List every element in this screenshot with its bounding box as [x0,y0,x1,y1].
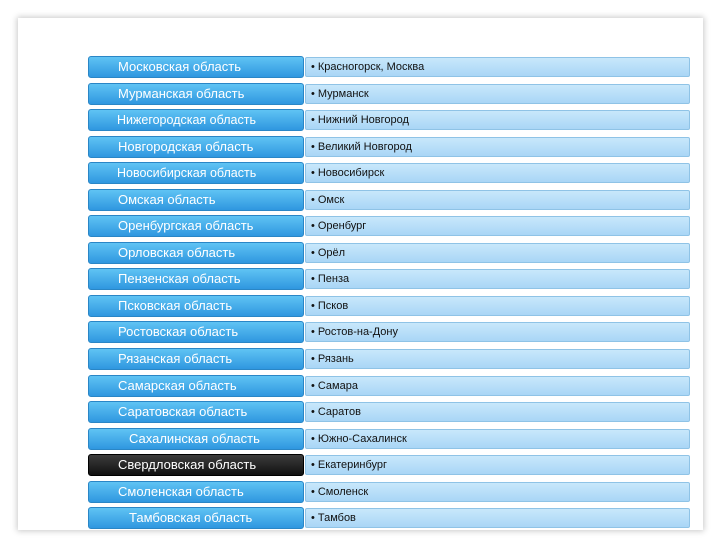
region-label: Новосибирская область [88,162,304,184]
region-label: Московская область [88,56,304,78]
city-cell [305,376,690,396]
bullet-icon: • [311,326,315,339]
bullet-icon: • [311,61,315,73]
bullet-icon: • [311,114,315,127]
city-cell [305,190,690,210]
city-cell [305,216,690,236]
city-cell [305,429,690,449]
table-row [88,348,690,370]
bullet-icon: • [311,140,315,153]
city-label: Южно-Сахалинск [317,432,407,445]
city-cell [305,243,690,263]
bullet-icon: • [311,379,315,392]
table-row [88,189,690,211]
city-cell [305,110,690,130]
city-label: Мурманск [317,87,369,100]
region-label: Оренбургская область [88,215,304,237]
city-cell [305,296,690,316]
table-row [88,109,690,131]
region-label-highlighted: Свердловская область [88,454,304,476]
region-label: Смоленская область [88,481,304,503]
city-label: Красногорск, Москва [317,61,425,73]
region-label: Псковская область [88,295,304,317]
table-row [88,56,690,78]
table-row [88,268,690,290]
region-label: Новгородская область [88,136,304,158]
bullet-icon: • [311,246,315,259]
region-label: Сахалинская область [88,428,304,450]
bullet-icon: • [311,193,315,206]
bullet-icon: • [311,273,315,286]
region-label: Нижегородская область [88,109,304,131]
table-row [88,481,690,503]
city-label: Орёл [317,246,346,259]
region-label: Мурманская область [88,83,304,105]
table-row [88,83,690,105]
region-label: Саратовская область [88,401,304,423]
city-label: Новосибирск [317,167,385,180]
city-label: Тамбов [317,512,356,525]
city-cell [305,402,690,422]
city-label: Оренбург [317,220,367,233]
city-cell [305,84,690,104]
table-row [88,375,690,397]
bullet-icon: • [311,485,315,498]
bullet-icon: • [311,299,315,312]
table-row [88,242,690,264]
table-row [88,295,690,317]
region-table [88,56,690,534]
region-label: Орловская область [88,242,304,264]
table-row [88,428,690,450]
city-label: Саратов [317,406,361,419]
city-label: Екатеринбург [317,459,388,472]
city-label: Нижний Новгород [317,114,409,127]
city-cell [305,482,690,502]
city-cell [305,322,690,342]
bullet-icon: • [311,432,315,445]
city-cell [305,269,690,289]
city-cell [305,508,690,528]
bullet-icon: • [311,512,315,525]
region-label: Ростовская область [88,321,304,343]
bullet-icon: • [311,353,315,366]
table-row [88,215,690,237]
city-cell [305,455,690,475]
bullet-icon: • [311,459,315,472]
city-label: Самара [317,379,358,392]
table-row-highlighted [88,454,690,476]
bullet-icon: • [311,87,315,100]
bullet-icon: • [311,167,315,180]
city-label: Ростов-на-Дону [317,326,398,339]
region-label: Омская область [88,189,304,211]
table-row [88,162,690,184]
table-row [88,136,690,158]
region-label: Самарская область [88,375,304,397]
city-label: Смоленск [317,485,369,498]
table-row [88,401,690,423]
city-cell [305,163,690,183]
region-label: Пензенская область [88,268,304,290]
table-row [88,507,690,529]
city-label: Омск [317,193,345,206]
slide [18,18,703,530]
region-label: Тамбовская область [88,507,304,529]
city-label: Пенза [317,273,350,286]
region-label: Рязанская область [88,348,304,370]
city-label: Рязань [317,353,354,366]
city-label: Псков [317,299,349,312]
city-label: Великий Новгород [317,140,412,153]
table-row [88,321,690,343]
city-cell [305,349,690,369]
bullet-icon: • [311,220,315,233]
city-cell [305,57,690,77]
bullet-icon: • [311,406,315,419]
city-cell [305,137,690,157]
